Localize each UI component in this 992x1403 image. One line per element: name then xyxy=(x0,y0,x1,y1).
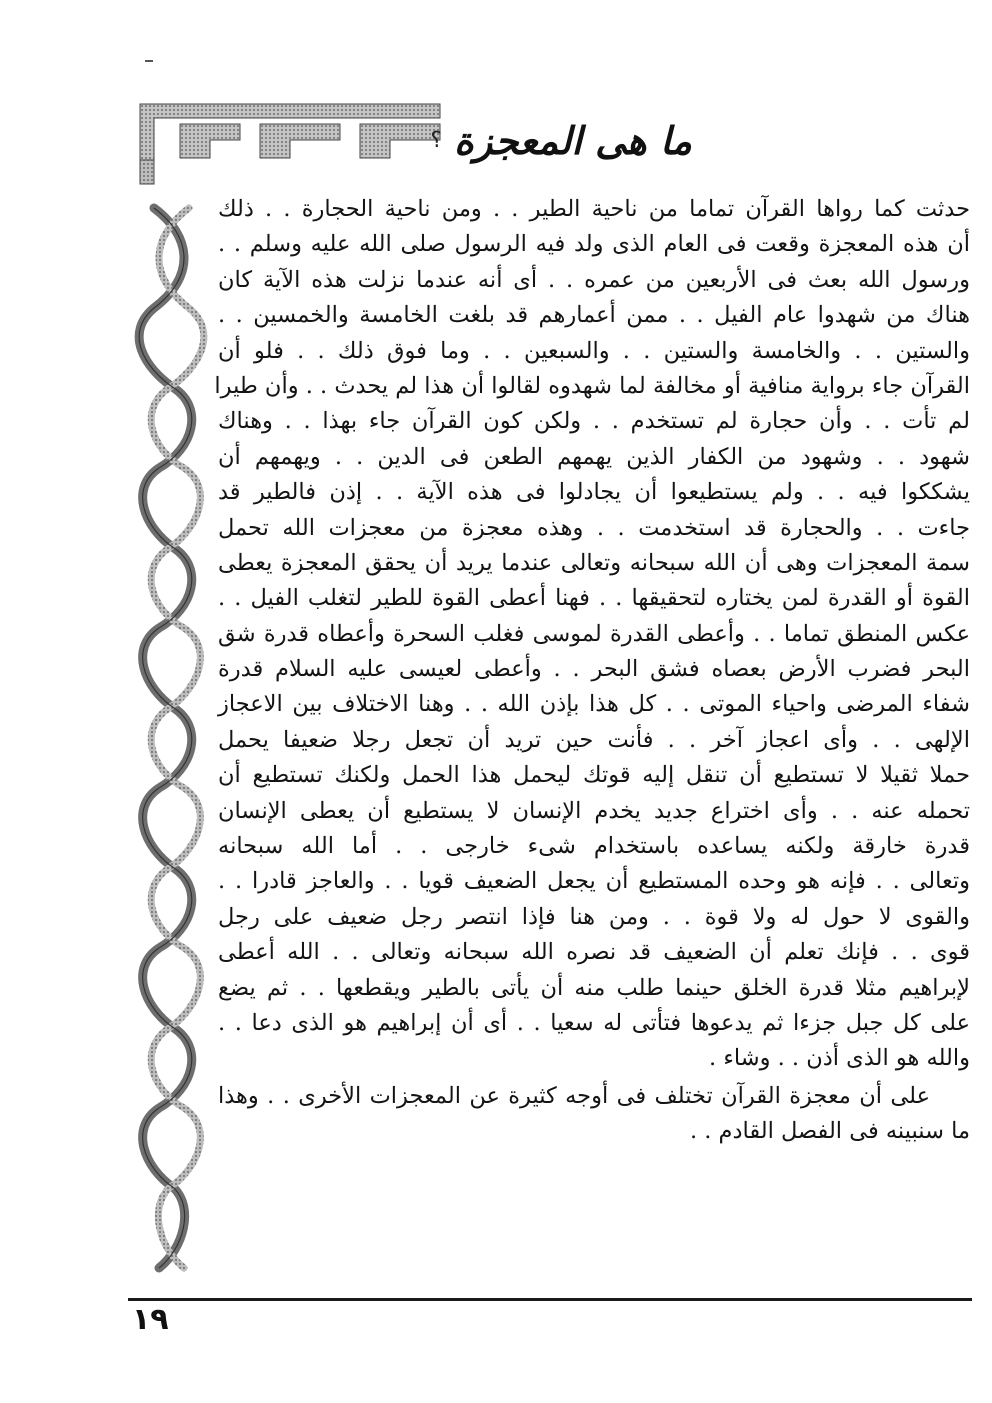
text-line: الإلهى . . وأى اعجاز آخر . . فأنت حين تريد أن تجعل رجلا ضعيفا يحمل xyxy=(218,726,970,753)
text-line: ورسول الله بعث فى الأربعين من عمره . . أى أنه عندما نزلت هذه الآية كان xyxy=(218,266,970,293)
paragraph-2 xyxy=(218,1079,970,1150)
text-line: لإبراهيم مثلا قدرة الخلق حينما طلب منه أن يأتى بالطير ويقطعها . . ثم يضع xyxy=(218,974,970,1001)
text-line: حملا ثقيلا لا تستطيع أن تنقل إليه قوتك ليحمل هذا الحمل ولكنك تستطيع أن xyxy=(218,762,970,789)
text-line: شفاء المرضى واحياء الموتى . . كل هذا بإذن الله . . وهنا الاختلاف بين الاعجاز xyxy=(218,691,970,718)
text-line: على أن معجزة القرآن تختلف فى أوجه كثيرة عن المعجزات الأخرى . . وهذا xyxy=(218,1082,930,1109)
text-line: حدثت كما رواها القرآن تماما من ناحية الطير . . ومن ناحية الحجارة . . ذلك xyxy=(218,196,970,222)
ornament-border-icon xyxy=(134,98,214,1280)
page-number: ١٩ xyxy=(132,1302,169,1337)
body-text xyxy=(214,192,970,1150)
paragraph-1 xyxy=(214,192,970,1077)
heading-ornament-icon xyxy=(140,100,450,170)
text-line: شهود . . وشهود من الكفار الذين يهمهم الطعن فى الدين . . ويهمهم أن xyxy=(218,443,970,470)
text-line: تحمله عنه . . وأى اختراع جديد يخدم الإنسان لا يستطيع أن يعطى الإنسان xyxy=(218,797,970,824)
text-line: والستين . . والخامسة والستين . . والسبعين . . وما فوق ذلك . . فلو أن xyxy=(218,337,970,364)
footer-rule xyxy=(128,1298,972,1301)
text-line: والله هو الذى أذن . . وشاء . xyxy=(709,1045,970,1072)
text-line: يشككوا فيه . . ولم يستطيعوا أن يجادلوا فى هذه الآية . . إذن فالطير قد xyxy=(218,479,970,506)
text-line: عكس المنطق تماما . . وأعطى القدرة لموسى فغلب السحرة وأعطاه قدرة شق xyxy=(218,620,970,647)
text-line: القوة أو القدرة لمن يختاره لتحقيقها . . فهنا أعطى القوة للطير لتغلب الفيل . . xyxy=(218,585,970,612)
text-line: البحر فضرب الأرض بعصاه فشق البحر . . وأعطى لعيسى عليه السلام قدرة xyxy=(218,656,970,683)
text-line: والقوى لا حول له ولا قوة . . ومن هنا فإذا انتصر رجل ضعيف على رجل xyxy=(218,903,970,930)
text-line: قوى . . فإنك تعلم أن الضعيف قد نصره الله سبحانه وتعالى . . الله أعطى xyxy=(218,939,970,966)
scan-speck xyxy=(145,60,153,62)
text-line: أن هذه المعجزة وقعت فى العام الذى ولد فيه الرسول صلى الله عليه وسلم . . xyxy=(218,231,970,258)
question-mark: ؟ xyxy=(430,127,443,153)
text-line: جاءت . . والحجارة قد استخدمت . . وهذه معجزة من معجزات الله تحمل xyxy=(218,514,970,541)
text-line: قدرة خارقة ولكنه يساعده باستخدام شىء خارجى . . أما الله سبحانه xyxy=(218,833,970,860)
text-line: ما سنبينه فى الفصل القادم . . xyxy=(689,1118,970,1145)
text-line: سمة المعجزات وهى أن الله سبحانه وتعالى عندما يريد أن يحقق المعجزة يعطى xyxy=(218,549,970,576)
text-line: القرآن جاء برواية منافية أو مخالفة لما شهدوه لقالوا أن هذا لم يحدث . . وأن طيرا xyxy=(214,372,970,399)
text-line: لم تأت . . وأن حجارة لم تستخدم . . ولكن كون القرآن جاء بهذا . . وهناك xyxy=(218,408,970,435)
text-line: وتعالى . . فإنه هو وحده المستطيع أن يجعل الضعيف قويا . . والعاجز قادرا . . xyxy=(218,868,970,895)
text-line: على كل جبل جزءا ثم يدعوها فتأتى له سعيا . . أى أن إبراهيم هو الذى دعا . . xyxy=(218,1009,970,1036)
text-line: هناك من شهدوا عام الفيل . . ممن أعمارهم قد بلغت الخامسة والخمسين . . xyxy=(218,302,970,329)
chapter-heading xyxy=(430,110,692,170)
chapter-title: ما هى المعجزة xyxy=(454,117,692,163)
